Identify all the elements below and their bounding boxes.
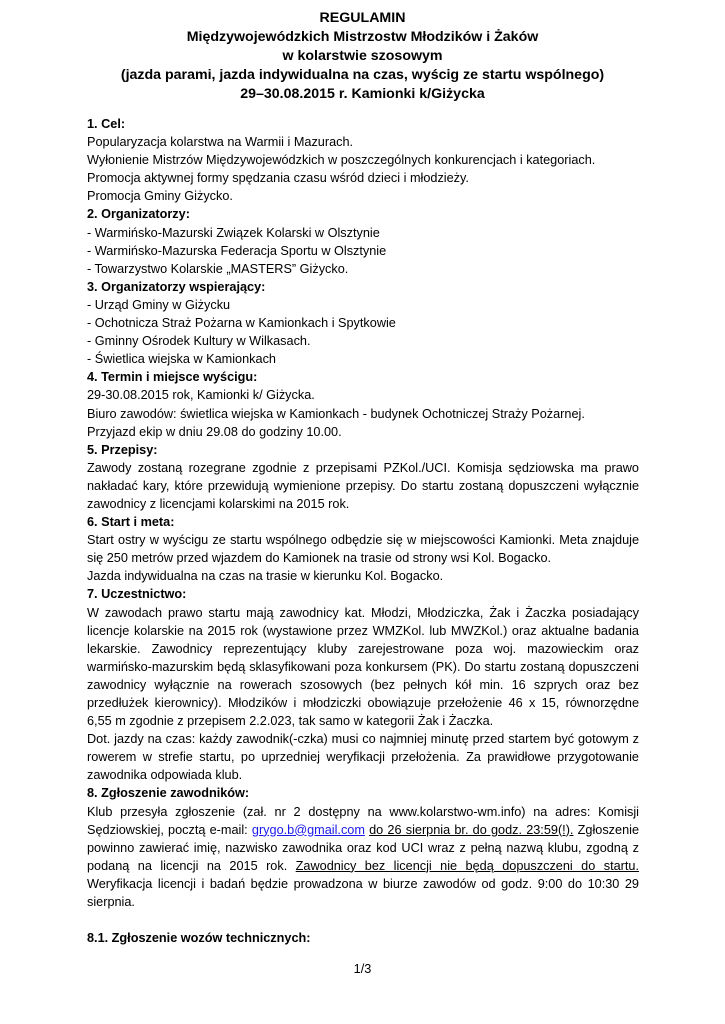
section-heading: 8. Zgłoszenie zawodników: [87,786,250,801]
section-heading: 1. Cel: [87,117,126,131]
document-body [87,115,639,947]
page-number: 1/3 [353,962,372,976]
section-paragraph: Start ostry w wyścigu ze startu wspólnego odbędzie się w miejscowości Kamionki. Meta znajduje się 250 metrów przed wjazdem do Kamionek na trasie od strony wsi Kol. Bogacko. [87,533,639,566]
section-line: 29-30.08.2015 rok, Kamionki k/ Giżycka. [87,388,315,403]
section-line: Przyjazd ekip w dniu 29.08 do godziny 10.00. [87,424,342,439]
list-item: - Świetlica wiejska w Kamionkach [87,352,276,367]
spacer [87,911,639,929]
list-item: - Towarzystwo Kolarskie „MASTERS” Giżycko. [87,261,349,276]
section-line: Promocja Gminy Giżycko. [87,189,233,204]
section-heading: 6. Start i meta: [87,515,175,530]
section-paragraph: Dot. jazdy na czas: każdy zawodnik(-czka) musi co najmniej minutę przed startem być gotowym z rowerem w strefie startu, po uprzedniej weryfikacji przełożenia. Za prawidłowe przygotowanie zawodnika odpowiada klub. [87,732,639,783]
section-paragraph: W zawodach prawo startu mają zawodnicy kat. Młodzi, Młodziczka, Żak i Żaczka posiadający licencje kolarskie na 2015 rok (wystawione przez WMZKol. lub MWZKol.) oraz aktualne badania lekarskie. Zawodnicy reprezentujący kluby zarejestrowane poza woj. mazowieckim oraz warmińsko-mazurskim będą sklasyfikowani poza konkursem (PK). Do startu zostaną dopuszczeni zawodnicy wyłącznie na rowerach szosowych (bez pełnych kół min. 16 szprych oraz bez przedłużek kierownicy). Młodzików i młodziczki obowiązuje przełożenie 46 x 15, równorzędne 6,55 m zgodnie z przepisem 2.2.023, tak samo w kategorii Żak i Żaczka. [87,605,639,729]
email-link[interactable]: grygo.b@gmail.com [251,822,365,837]
list-item: - Warmińsko-Mazurski Związek Kolarski w Olsztynie [87,225,380,240]
title-discipline: w kolarstwie szosowym [282,48,443,64]
title-regulamin: REGULAMIN [319,10,406,26]
section-line: Promocja aktywnej formy spędzania czasu wśród dzieci i młodzieży. [87,171,469,186]
title-competitions: (jazda parami, jazda indywidualna na czas, wyścig ze startu wspólnego) [120,67,605,83]
paragraph-text: Zgłoszenie powinno zawierać imię, nazwisko zawodnika oraz kod UCI wraz z pełną nazwą klubu, zgodną z podaną na licencji na 2015 rok. [87,822,640,873]
section-heading: 7. Uczestnictwo: [87,587,187,602]
paragraph-text: Klub przesyła zgłoszenie (zał. nr 2 dostępny na www.kolarstwo-wm.info) na adres: Komisji Sędziowskiej, pocztą e-mail: [87,804,639,837]
section-heading: 8.1. Zgłoszenie wozów technicznych: [87,931,311,946]
title-date-place: 29–30.08.2015 r. Kamionki k/Giżycka [240,86,485,102]
title-event-name: Międzywojewódzkich Mistrzostw Młodzików i Żaków [186,29,539,45]
section-heading: 3. Organizatorzy wspierający: [87,279,266,294]
list-item: - Urząd Gminy w Giżycku [87,297,231,312]
list-item: - Warmińsko-Mazurska Federacja Sportu w Olsztynie [87,243,387,258]
section-heading: 2. Organizatorzy: [87,207,190,222]
section-line: Biuro zawodów: świetlica wiejska w Kamionkach - budynek Ochotniczej Straży Pożarnej. [87,406,585,421]
section-line: Wyłonienie Mistrzów Międzywojewódzkich w poszczególnych konkurencjach i kategoriach. [87,153,596,168]
list-item: - Ochotnicza Straż Pożarna w Kamionkach i Spytkowie [87,316,396,331]
section-paragraph: Jazda indywidualna na czas na trasie w kierunku Kol. Bogacko. [87,569,444,584]
section-heading: 4. Termin i miejsce wyścigu: [87,370,258,385]
section-heading: 5. Przepisy: [87,442,158,457]
section-paragraph: Zawody zostaną rozegrane zgodnie z przepisami PZKol./UCI. Komisja sędziowska ma prawo nakładać kary, które przewidują wymienione przepisy. Do startu zostaną dopuszczeni wyłącznie zawodnicy z licencjami kolarskimi na 2015 rok. [87,460,639,511]
deadline-text: do 26 sierpnia br. do godz. 23:59(!). [369,822,574,837]
list-item: - Gminny Ośrodek Kultury w Wilkasach. [87,334,311,349]
paragraph-text: Weryfikacja licencji i badań będzie prowadzona w biurze zawodów od godz. 9:00 do 10:30 29 sierpnia. [87,876,639,910]
no-license-warning: Zawodnicy bez licencji nie będą dopuszczeni do startu. [295,858,639,873]
document-header [60,9,665,104]
section-paragraph [87,803,639,912]
section-line: Popularyzacja kolarstwa na Warmii i Mazurach. [87,135,354,150]
